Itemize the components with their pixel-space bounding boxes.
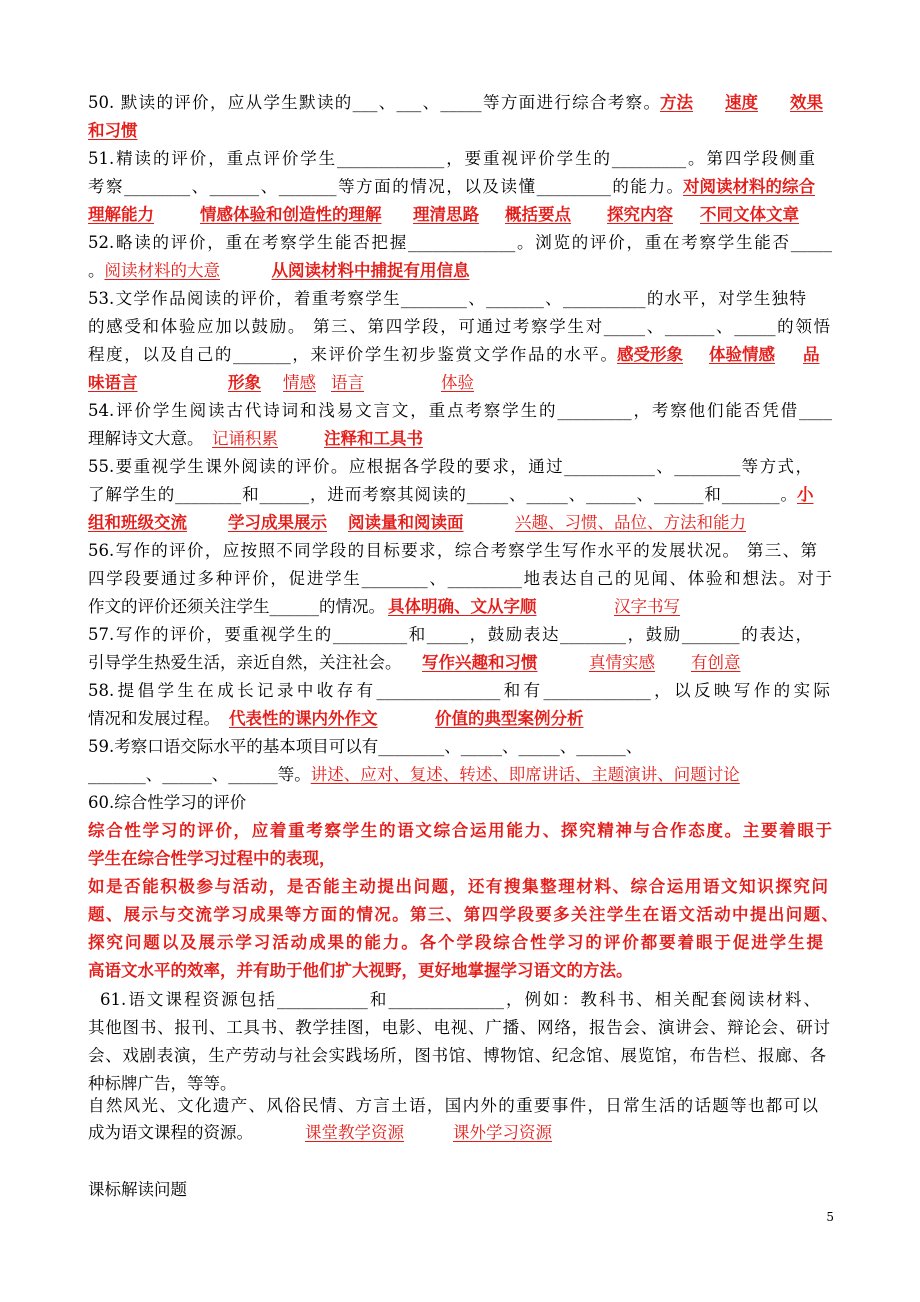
answer	[88, 117, 138, 145]
answer-text: 语言	[331, 373, 364, 392]
q53-line-1	[88, 285, 806, 313]
q52-line-2	[88, 257, 832, 285]
answer	[348, 509, 515, 537]
q61-line-5	[88, 1092, 818, 1119]
answer	[453, 1119, 552, 1146]
question-text: 60.综合性学习的评价	[88, 793, 247, 812]
q50-line-2	[88, 117, 832, 145]
answer-text: 感受形象	[617, 345, 683, 364]
answer	[515, 509, 746, 537]
answer-text: 如是否能积极参与活动，是否能主动提出问题，还有搜集整理材料、综合运用语文知识探究问	[88, 877, 828, 896]
answer	[422, 649, 589, 677]
q61-extra-block	[88, 1092, 832, 1146]
question-text: 其他图书、报刊、工具书、教学挂图，电影、电视、广播、网络，报告会、演讲会、辩论会、研讨	[88, 1018, 830, 1037]
answer-text: 阅读量和阅读面	[348, 513, 464, 532]
answer	[790, 89, 823, 117]
q61-line-6	[88, 1119, 832, 1146]
answer-text: 代表性的课内外作文	[229, 709, 378, 728]
q60-answer-line-2	[88, 845, 832, 873]
answer-text: 汉字书写	[614, 597, 680, 616]
answer	[683, 173, 815, 201]
answer	[435, 705, 584, 733]
question-text: 59.考察口语交际水平的基本项目可以有________、_____、_____、______、	[88, 737, 643, 756]
section-heading-text: 课标解读问题	[88, 1180, 187, 1199]
answer-text: 对阅读材料的综合	[683, 177, 815, 196]
question-text: 54.评价学生阅读古代诗词和浅易文言文，重点考察学生的_________，考察他们能否凭借____	[88, 401, 832, 420]
answer	[441, 369, 474, 397]
page-number: 5	[826, 1210, 834, 1224]
answer-text: 不同文体文章	[700, 205, 799, 224]
question-text: 61.语文课程资源包括___________和______________，例如：教科书、相关配套阅读材料、	[100, 990, 820, 1009]
answer-text: 探究内容	[607, 205, 673, 224]
answer-text: 方法	[660, 93, 693, 112]
answer-text: 探究问题以及展示学习活动成果的能力。各个学段综合性学习的评价都要着眼于促进学生提	[88, 933, 823, 952]
q51-line-2	[88, 173, 832, 201]
answer-text: 品	[803, 345, 820, 364]
answer	[505, 201, 607, 229]
question-text: 作文的评价还须关注学生______的情况。	[88, 597, 385, 616]
q58-line-2	[88, 705, 832, 733]
answer	[607, 201, 700, 229]
q60-answer-line-5	[88, 929, 823, 957]
question-text: 56.写作的评价，应按照不同学段的目标要求，综合考察学生写作水平的发展状况。 第三、第	[88, 541, 817, 560]
q60-answer-line-3	[88, 873, 828, 901]
answer-text: 味语言	[88, 373, 138, 392]
q59-line-1	[88, 733, 832, 761]
question-text: 58.提倡学生在成长记录中收存有_______________和有_____________，以反映写作的实际	[88, 681, 830, 700]
answer-text: 题、展示与交流学习成果等方面的情况。第三、第四学段要多关注学生在语文活动中提出问题、	[88, 905, 838, 924]
answer-text: 兴趣、习惯、品位、方法和能力	[515, 513, 746, 532]
answer	[388, 593, 614, 621]
q54-line-2	[88, 425, 832, 453]
answer	[200, 201, 413, 229]
q61-block	[88, 986, 832, 1098]
answer	[413, 201, 505, 229]
q60-title	[88, 789, 832, 817]
answer	[229, 705, 435, 733]
answer	[691, 649, 741, 677]
answer-text: 学习成果展示	[228, 513, 327, 532]
answer-text: 速度	[725, 93, 758, 112]
question-text: 55.要重视学生课外阅读的评价。应根据各学段的要求，通过___________、________等方式，	[88, 457, 812, 476]
question-text: 种标牌广告，等等。	[88, 1074, 237, 1093]
q55-line-1	[88, 453, 812, 481]
answer-text: 具体明确、文从字顺	[388, 597, 537, 616]
answer	[272, 257, 470, 285]
answer	[725, 89, 790, 117]
q59-line-2	[88, 761, 832, 789]
question-text: 的感受和体验应加以鼓励。 第三、第四学段，可通过考察学生对_____、______、_____的领悟	[88, 317, 830, 336]
answer	[700, 201, 799, 229]
q53-line-3	[88, 341, 832, 369]
answer-text: 小	[797, 485, 814, 504]
answer	[212, 425, 324, 453]
question-text: 四学段要通过多种评价，促进学生________、_________地表达自己的见闻、体验和想法。对于	[88, 569, 832, 588]
answer-text: 体验	[441, 373, 474, 392]
q51-line-3	[88, 201, 832, 229]
answer	[228, 509, 348, 537]
question-text: 引导学生热爱生活，亲近自然，关注社会。	[88, 653, 402, 672]
answer	[709, 341, 803, 369]
q55-line-2	[88, 481, 832, 509]
section-heading-block	[88, 1176, 832, 1204]
q60-answer-line-6	[88, 957, 832, 985]
q60-answer-line-1	[88, 817, 832, 845]
q53-line-4	[88, 369, 832, 397]
question-text: 程度，以及自己的_______，来评价学生初步鉴赏文学作品的水平。	[88, 345, 617, 364]
answer-text: 阅读材料的大意	[104, 261, 220, 280]
answer-text: 课堂教学资源	[305, 1123, 404, 1142]
answer-text: 理解能力	[88, 205, 154, 224]
question-text: 了解学生的________和______，进而考察其阅读的_____、_____、______、______和_______。	[88, 485, 797, 504]
answer-text: 理清思路	[413, 205, 479, 224]
answer	[331, 369, 441, 397]
q61-line-2	[88, 1014, 830, 1042]
answer-text: 综合性学习的评价，应着重考察学生的语文综合运用能力、探究精神与合作态度。主要着眼于	[88, 821, 832, 840]
answer-text: 写作兴趣和习惯	[422, 653, 538, 672]
answer-text: 高语文水平的效率，并有助于他们扩大视野，更好地掌握学习语文的方法。	[88, 961, 633, 980]
answer-text: 效果	[790, 93, 823, 112]
q61-line-3	[88, 1042, 826, 1070]
answer-text: 概括要点	[505, 205, 571, 224]
question-text: 理解诗文大意。	[88, 429, 204, 448]
answer	[88, 369, 228, 397]
answer	[589, 649, 691, 677]
question-text: 57.写作的评价，要重视学生的_________和_____，鼓励表达________，鼓励_______的表达，	[88, 625, 812, 644]
answer	[228, 369, 283, 397]
answer	[324, 425, 423, 453]
answer-text: 记诵积累	[212, 429, 278, 448]
q56-line-1	[88, 537, 817, 565]
q57-line-1	[88, 621, 812, 649]
answer	[311, 761, 740, 789]
answer-text: 体验情感	[709, 345, 775, 364]
answer-text: 真情实感	[589, 653, 655, 672]
answer	[614, 593, 680, 621]
question-text: 成为语文课程的资源。	[88, 1123, 253, 1142]
answer	[305, 1119, 453, 1146]
answer-text: 和习惯	[88, 121, 138, 140]
answer-text: 课外学习资源	[453, 1123, 552, 1142]
answer-text: 注释和工具书	[324, 429, 423, 448]
answer-text: 讲述、应对、复述、转述、即席讲话、主题演讲、问题讨论	[310, 765, 740, 784]
answer	[617, 341, 709, 369]
answer-text: 价值的典型案例分析	[435, 709, 584, 728]
answer-text: 组和班级交流	[88, 513, 187, 532]
q52-line-1	[88, 229, 832, 257]
question-text: 会、戏剧表演，生产劳动与社会实践场所，图书馆、博物馆、纪念馆、展览馆，布告栏、报廊、各	[88, 1046, 826, 1065]
q60-answer-line-4	[88, 901, 838, 929]
question-text: 53.文学作品阅读的评价，着重考察学生________、_______、__________的水平，对学生独特	[88, 289, 806, 308]
section-heading	[88, 1176, 832, 1204]
question-text: 考察________、______、_______等方面的情况，以及读懂_________的能力。	[88, 177, 683, 196]
question-text: 52.略读的评价，重在考察学生能否把握_____________。浏览的评价，重在考察学生能否_____	[88, 233, 832, 252]
q54-line-1	[88, 397, 832, 425]
answer	[660, 89, 725, 117]
answer-text: 有创意	[691, 653, 741, 672]
answer-text: 情感	[283, 373, 316, 392]
answer	[797, 481, 814, 509]
answer-text: 形象	[228, 373, 261, 392]
q56-line-3	[88, 593, 832, 621]
question-text: 情况和发展过程。	[88, 709, 220, 728]
answer-text: 情感体验和创造性的理解	[200, 205, 382, 224]
q53-line-2	[88, 313, 830, 341]
question-text: 。	[88, 261, 105, 280]
answer	[283, 369, 331, 397]
question-text: 自然风光、文化遗产、风俗民情、方言土语，国内外的重要事件，日常生活的话题等也都可以	[88, 1096, 818, 1115]
questions-block	[88, 89, 838, 985]
answer	[88, 509, 228, 537]
q55-line-3	[88, 509, 832, 537]
q61-line-1	[88, 986, 820, 1014]
q58-line-1	[88, 677, 830, 705]
answer-text: 从阅读材料中捕捉有用信息	[271, 261, 470, 280]
answer	[105, 257, 272, 285]
answer	[88, 201, 200, 229]
q50-line-1	[88, 89, 832, 117]
q51-line-1	[88, 145, 815, 173]
answer-text: 学生在综合性学习过程中的表现，	[88, 849, 336, 868]
q57-line-2	[88, 649, 832, 677]
q56-line-2	[88, 565, 832, 593]
answer	[803, 341, 820, 369]
question-text: 50. 默读的评价，应从学生默读的___、___、_____等方面进行综合考察。	[88, 93, 660, 112]
question-text: _______、______、______等。	[88, 765, 311, 784]
question-text: 51.精读的评价，重点评价学生_____________，要重视评价学生的_________。第四学段侧重	[88, 149, 815, 168]
